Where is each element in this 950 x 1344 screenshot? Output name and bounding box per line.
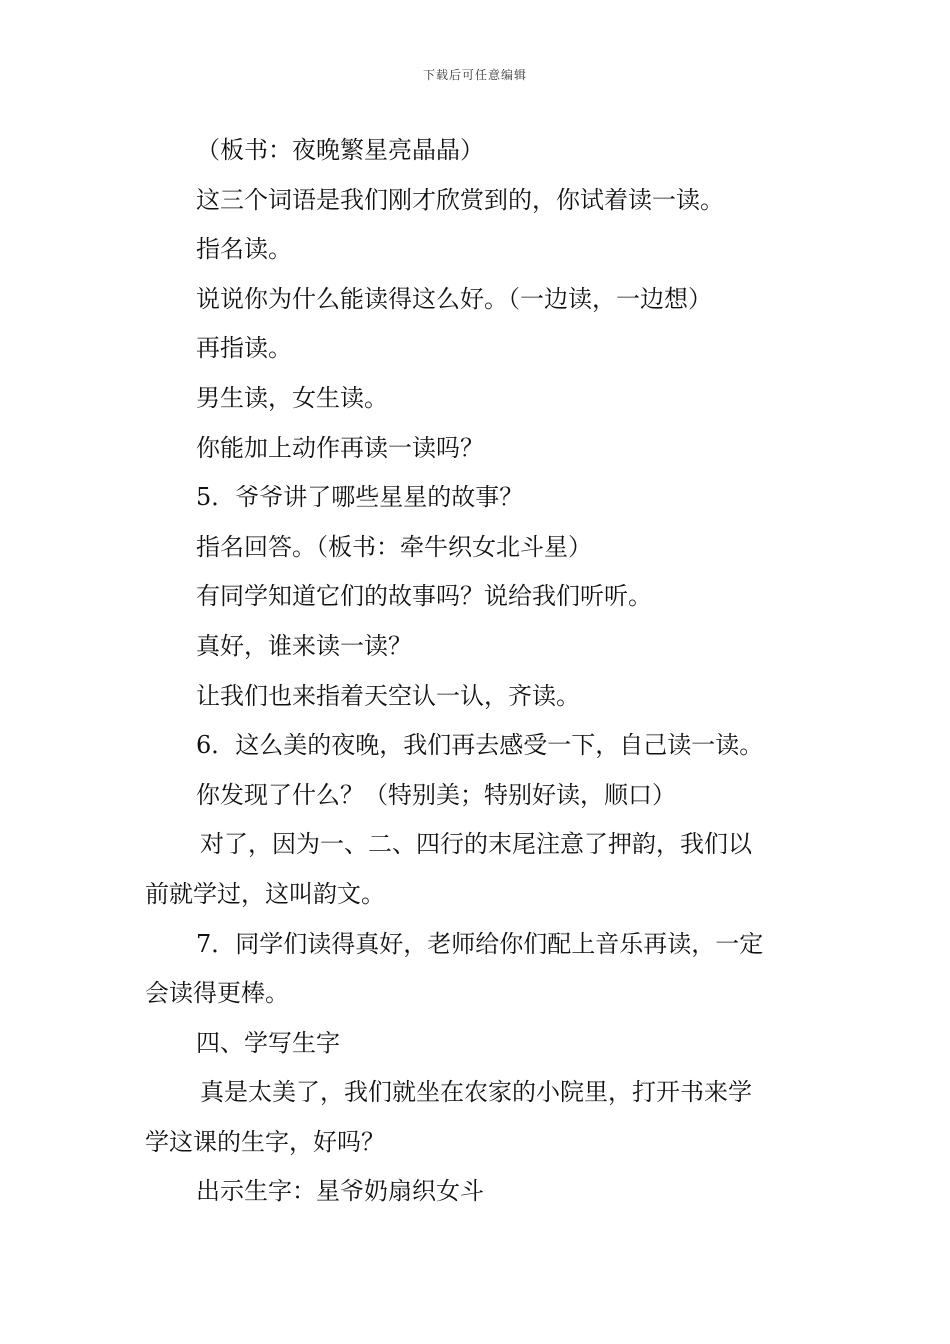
paragraph-line: 这三个词语是我们刚才欣赏到的，你试着读一读。 [196,185,724,214]
paragraph-line: 指名回答。（板书：牵牛织女北斗星） [196,532,592,561]
section-heading: 四、学写生字 [196,1028,340,1057]
paragraph-line: （板书：夜晚繁星亮晶晶） [196,136,484,164]
paragraph-line: 你发现了什么？（特别美；特别好读，顺口） [196,780,676,809]
paragraph-line: 前就学过，这叫韵文。 [145,879,385,908]
paragraph-line: 会读得更棒。 [145,979,289,1008]
paragraph-line: 对了，因为一、二、四行的末尾注意了押韵，我们以 [200,830,752,859]
paragraph-line: 7．同学们读得真好，老师给你们配上音乐再读，一定 [196,929,764,958]
paragraph-line: 说说你为什么能读得这么好。（一边读，一边想） [196,284,712,313]
paragraph-line: 6．这么美的夜晚，我们再去感受一下，自己读一读。 [196,731,764,760]
paragraph-line: 出示生字：星爷奶扇织女斗 [196,1177,484,1206]
paragraph-line: 学这课的生字，好吗？ [145,1127,385,1156]
paragraph-line: 男生读，女生读。 [196,383,388,412]
paragraph-line: 真好，谁来读一读？ [196,631,412,660]
paragraph-line: 指名读。 [196,235,292,264]
paragraph-line: 有同学知道它们的故事吗？说给我们听听。 [196,582,652,611]
paragraph-line: 5．爷爷讲了哪些星星的故事？ [196,483,524,512]
page-header: 下载后可任意编辑 [422,68,527,82]
paragraph-line: 再指读。 [196,334,292,363]
paragraph-line: 真是太美了，我们就坐在农家的小院里，打开书来学 [200,1078,752,1107]
document-body [145,126,815,1217]
paragraph-line: 让我们也来指着天空认一认，齐读。 [196,681,580,710]
paragraph-line: 你能加上动作再读一读吗？ [196,433,484,462]
